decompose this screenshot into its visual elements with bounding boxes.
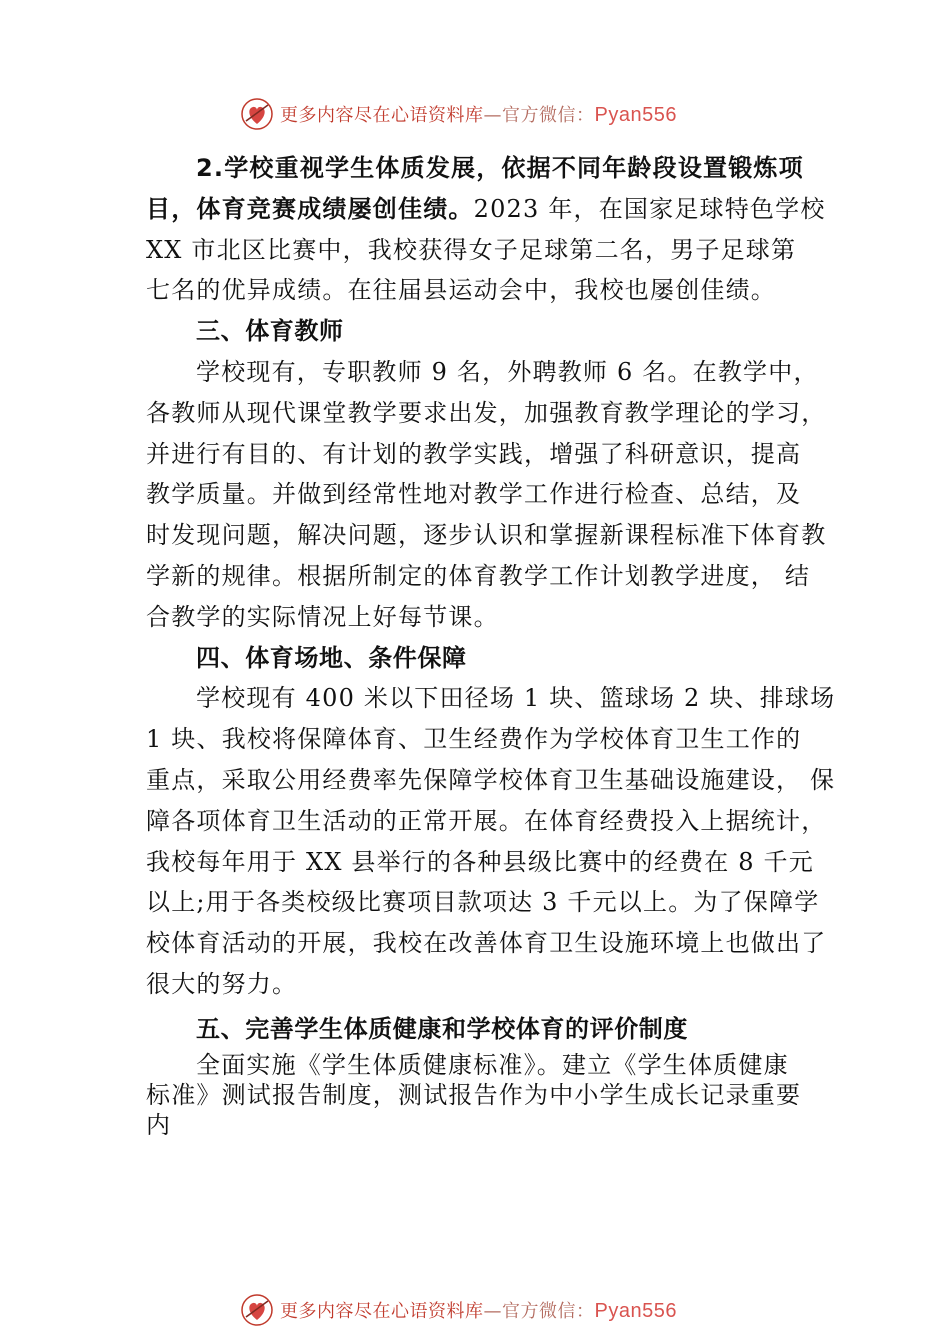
section3-line: 时发现问题，解决问题，逐步认识和掌握新课程标准下体育教 [146,521,827,550]
section3-line: 各教师从现代课堂教学要求出发，加强教育教学理论的学习， [146,398,827,427]
para1-line1: 2.学校重视学生体质发展，依据不同年龄段设置锻炼项 [196,154,804,182]
section4-line: 重点，采取公用经费率先保障学校体育卫生基础设施建设， 保 [146,765,836,794]
section4-line: 学校现有 400 米以下田径场 1 块、篮球场 2 块、排球场 [196,684,836,713]
section3-title: 三、体育教师 [196,317,344,346]
section4-line: 以上;用于各类校级比赛项目款项达 3 千元以上。为了保障学 [146,888,820,917]
section3-line: 学校现有，专职教师 9 名，外聘教师 6 名。在教学中， [196,357,819,386]
watermark-id: Pyan556 [594,104,677,126]
section4-title: 四、体育场地、条件保障 [196,643,467,672]
watermark-separator: —官方微信： [483,1301,595,1322]
watermark-separator: —官方微信： [483,105,595,126]
section3-line: 学新的规律。根据所制定的体育教学工作计划教学进度， 结 [146,561,811,590]
section4-line: 我校每年用于 XX 县举行的各种县级比赛中的经费在 8 千元 [146,847,814,876]
section5-line: 标准》测试报告制度，测试报告作为中小学生成长记录重要 [146,1080,802,1109]
section5-line: 内 [146,1110,172,1139]
document-body [146,148,836,1140]
watermark-footer [240,1290,740,1330]
section4-line: 校体育活动的开展，我校在改善体育卫生设施环境上也做出了 [146,929,827,958]
watermark-text: 更多内容尽在心语资料库 [280,105,484,126]
section3-line: 并进行有目的、有计划的教学实践，增强了科研意识，提高 [146,439,802,468]
section3-line: 合教学的实际情况上好每节课。 [146,602,499,631]
section5-title: 五、完善学生体质健康和学校体育的评价制度 [196,1014,688,1043]
section4-line: 很大的努力。 [146,969,298,998]
heart-logo-icon [240,97,274,131]
section5-line: 全面实施《学生体质健康标准》。建立《学生体质健康 [196,1050,789,1079]
para1-line2: 目，体育竞赛成绩屡创佳绩。2023 年，在国家足球特色学校 [146,194,826,223]
para1-line4: 七名的优异成绩。在往届县运动会中，我校也屡创佳绩。 [146,276,776,305]
watermark-id: Pyan556 [594,1300,677,1322]
section4-line: 1 块、我校将保障体育、卫生经费作为学校体育卫生工作的 [146,725,802,754]
heart-logo-icon [240,1293,274,1327]
para1-line3: XX 市北区比赛中，我校获得女子足球第二名，男子足球第 [146,235,797,264]
section3-line: 教学质量。并做到经常性地对教学工作进行检查、总结，及 [146,480,802,509]
watermark-text: 更多内容尽在心语资料库 [280,1301,484,1322]
watermark-header [240,94,740,134]
section4-line: 障各项体育卫生活动的正常开展。在体育经费投入上据统计， [146,806,827,835]
